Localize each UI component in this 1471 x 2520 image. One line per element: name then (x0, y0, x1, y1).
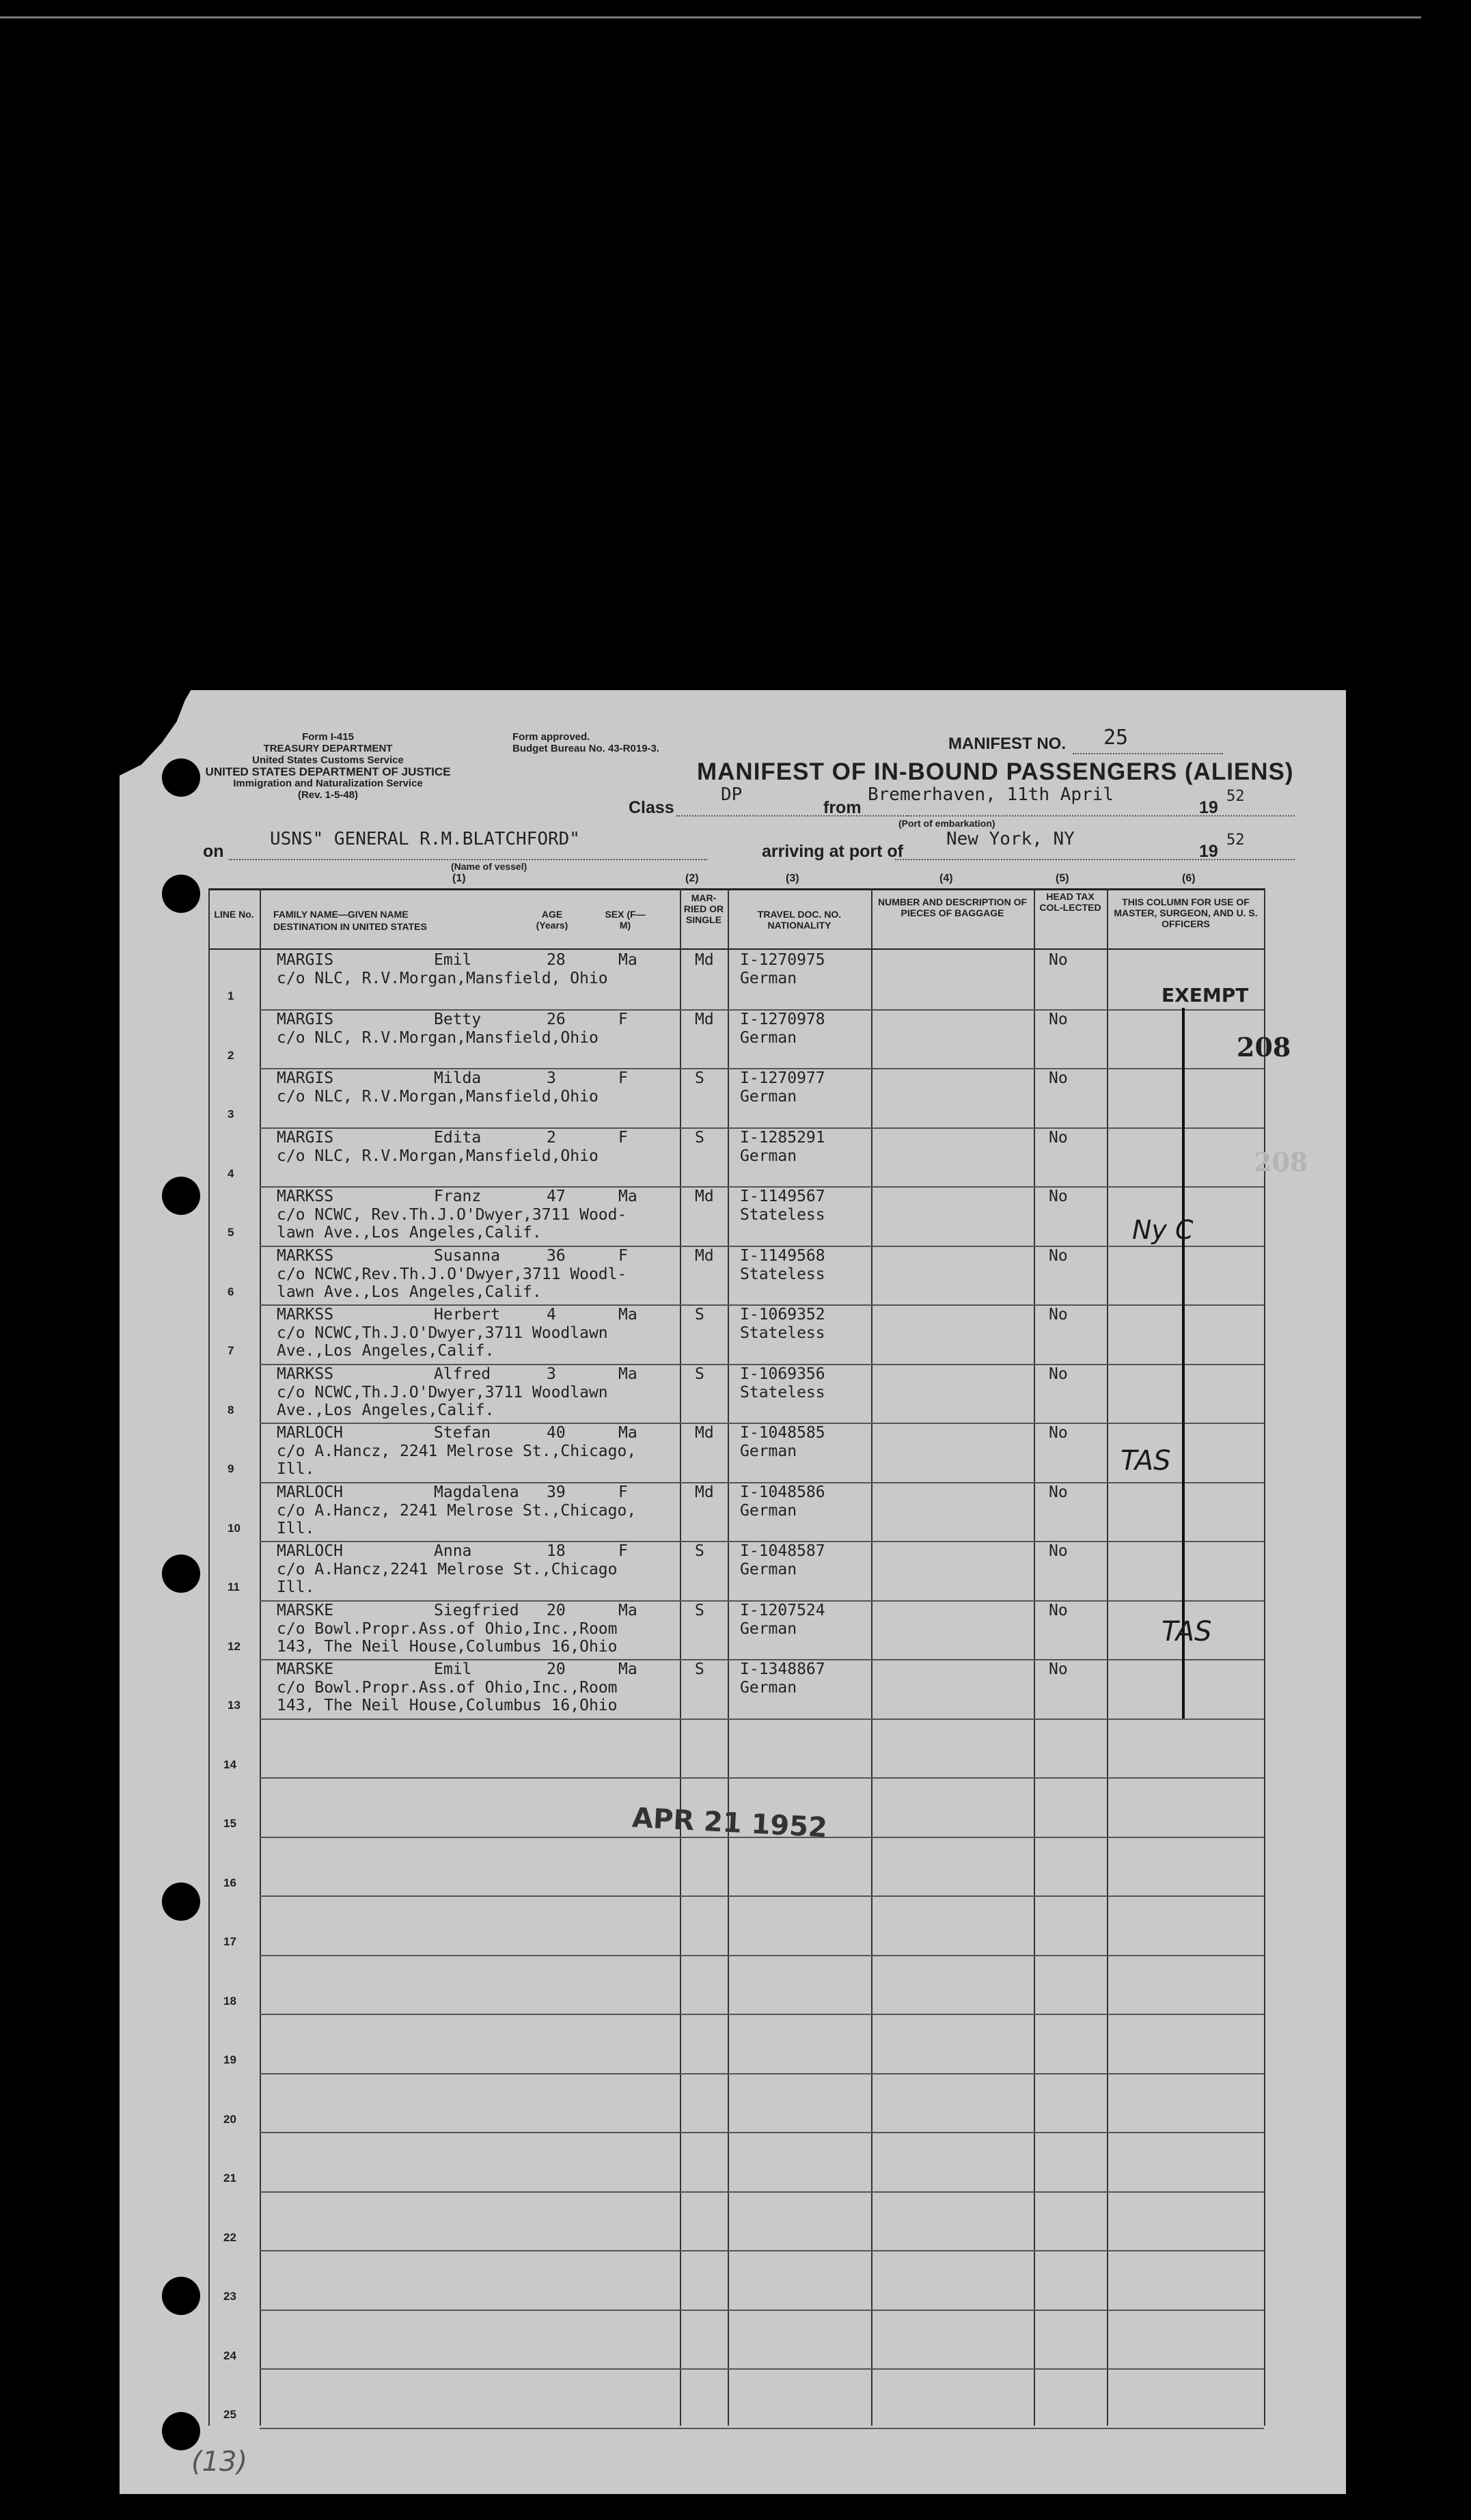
nationality: German (740, 1088, 797, 1106)
line-number: 6 (228, 1285, 234, 1298)
hdr-married: MAR-RIED OR SINGLE (683, 892, 724, 925)
destination-line-1: c/o A.Hancz, 2241 Melrose St.,Chicago, (277, 1442, 637, 1460)
col-num-3: (3) (786, 873, 799, 884)
travel-doc-no: I-1149568 (740, 1246, 825, 1265)
row-divider (260, 2191, 1264, 2193)
binder-hole (162, 2277, 200, 2315)
given-name: Franz (434, 1188, 482, 1205)
family-name: MARLOCH (277, 1424, 343, 1442)
head-tax: No (1049, 1188, 1068, 1205)
page-number: (13) (191, 2446, 248, 2478)
given-name: Emil (434, 951, 472, 969)
given-name: Siegfried (434, 1601, 519, 1619)
head-tax: No (1049, 1246, 1068, 1265)
vessel-name: USNS" GENERAL R.M.BLATCHFORD" (270, 829, 580, 849)
destination-line-1: c/o Bowl.Propr.Ass.of Ohio,Inc.,Room (277, 1619, 618, 1638)
travel-doc-no: I-1149567 (740, 1188, 825, 1205)
budget-info (512, 731, 659, 754)
line-number: 5 (228, 1226, 234, 1239)
married-status: Md (695, 1188, 714, 1205)
travel-doc-no: I-1270975 (740, 951, 825, 969)
married-status: S (695, 1542, 704, 1560)
given-name: Emil (434, 1660, 472, 1678)
nationality: Stateless (740, 1383, 825, 1401)
line-number: 18 (223, 1994, 236, 2008)
travel-doc-no: I-1048587 (740, 1542, 825, 1560)
married-status: S (695, 1365, 704, 1383)
family-name: MARSKE (277, 1601, 334, 1619)
sex-value: F (618, 1542, 628, 1560)
destination-line-1: c/o NLC, R.V.Morgan,Mansfield,Ohio (277, 1028, 599, 1047)
year2-value: 52 (1226, 832, 1245, 849)
hdr-line-no: LINE No. (214, 909, 254, 920)
head-tax: No (1049, 1306, 1068, 1324)
arrival-port: New York, NY (946, 829, 1075, 849)
given-name: Susanna (434, 1246, 500, 1265)
dotted-line (864, 815, 1295, 817)
top-edge-line (0, 16, 1421, 18)
given-name: Stefan (434, 1424, 491, 1442)
destination-line-1: c/o A.Hancz,2241 Melrose St.,Chicago (277, 1561, 618, 1578)
col-num-1: (1) (452, 873, 466, 884)
age-value: 36 (547, 1246, 566, 1265)
age-value: 20 (547, 1601, 566, 1619)
line-number: 10 (228, 1521, 240, 1535)
head-tax: No (1049, 1010, 1068, 1028)
class-value: DP (721, 784, 743, 805)
destination-line-2: 143, The Neil House,Columbus 16,Ohio (277, 1697, 618, 1714)
nationality: German (740, 1147, 797, 1165)
exempt-annotation: EXEMPT (1161, 984, 1249, 1006)
family-name: MARKSS (277, 1246, 334, 1265)
line-number: 22 (223, 2230, 236, 2244)
hdr-travel: TRAVEL DOC. NO. NATIONALITY (757, 909, 842, 931)
travel-doc-no: I-1270978 (740, 1010, 825, 1028)
hdr-sex: SEX (F—M) (605, 909, 646, 931)
hdr-tax: HEAD TAX COL-LECTED (1039, 891, 1101, 913)
family-name: MARKSS (277, 1365, 334, 1383)
row-divider (260, 2073, 1264, 2074)
family-name: MARGIS (277, 951, 334, 969)
married-status: S (695, 1306, 704, 1324)
stamp-208: 208 (1237, 1032, 1291, 1063)
row-divider (260, 2428, 1264, 2429)
dotted-line (229, 859, 707, 860)
form-number: Form I-415 (302, 731, 354, 743)
destination-line-1: c/o Bowl.Propr.Ass.of Ohio,Inc.,Room (277, 1679, 618, 1697)
given-name: Herbert (434, 1306, 500, 1324)
age-value: 47 (547, 1188, 566, 1205)
line-number: 1 (228, 989, 234, 1002)
line-number: 4 (228, 1166, 234, 1180)
given-name: Betty (434, 1010, 482, 1028)
dotted-line (1073, 753, 1223, 754)
exempt-bracket-line (1182, 1008, 1185, 1718)
age-value: 40 (547, 1424, 566, 1442)
dotted-line (895, 859, 1295, 860)
destination-line-2: Ill. (277, 1460, 315, 1478)
line-number: 9 (228, 1462, 234, 1475)
family-name: MARLOCH (277, 1542, 343, 1560)
ins-service: Immigration and Naturalization Service (233, 778, 423, 789)
line-number: 3 (228, 1108, 234, 1121)
nationality: German (740, 970, 797, 987)
head-tax: No (1049, 951, 1068, 969)
on-label: on (203, 842, 224, 861)
from-label: from (823, 798, 862, 817)
age-value: 26 (547, 1010, 566, 1028)
col-num-2: (2) (685, 873, 699, 884)
hdr-name: FAMILY NAME—GIVEN NAME (273, 909, 409, 920)
married-status: Md (695, 1246, 714, 1265)
manifest-page (120, 690, 1346, 2494)
family-name: MARKSS (277, 1188, 334, 1205)
head-tax: No (1049, 1483, 1068, 1501)
row-divider (260, 2368, 1264, 2370)
age-value: 28 (547, 951, 566, 969)
destination-line-2: Ave.,Los Angeles,Calif. (277, 1401, 495, 1419)
col-num-5: (5) (1056, 873, 1069, 884)
married-status: Md (695, 1010, 714, 1028)
sex-value: F (618, 1128, 628, 1147)
vessel-note: (Name of vessel) (451, 861, 527, 872)
nationality: German (740, 1442, 797, 1460)
sex-value: Ma (618, 1365, 637, 1383)
stamp-208-faint: 208 (1254, 1147, 1308, 1177)
destination-line-1: c/o A.Hancz, 2241 Melrose St.,Chicago, (277, 1501, 637, 1520)
line-number: 16 (223, 1876, 236, 1889)
age-value: 20 (547, 1660, 566, 1678)
line-number: 17 (223, 1935, 236, 1948)
line-number: 14 (223, 1757, 236, 1771)
line-number: 8 (228, 1403, 234, 1416)
col-num-4: (4) (939, 873, 953, 884)
head-tax: No (1049, 1542, 1068, 1560)
married-status: Md (695, 1424, 714, 1442)
class-label: Class (629, 798, 674, 817)
travel-doc-no: I-1069352 (740, 1306, 825, 1324)
row-divider (260, 2132, 1264, 2133)
age-value: 2 (547, 1128, 556, 1147)
given-name: Edita (434, 1128, 482, 1147)
sex-value: Ma (618, 1660, 637, 1678)
col-divider (728, 888, 729, 2426)
col-divider (260, 888, 261, 2426)
line-number: 19 (223, 2053, 236, 2066)
destination-line-2: 143, The Neil House,Columbus 16,Ohio (277, 1637, 618, 1656)
sex-value: Ma (618, 1306, 637, 1324)
manifest-no-value: 25 (1103, 726, 1129, 750)
destination-line-2: Ave.,Los Angeles,Calif. (277, 1342, 495, 1360)
hdr-officers: THIS COLUMN FOR USE OF MASTER, SURGEON, AND U. S. OFFICERS (1114, 896, 1258, 929)
customs-service: United States Customs Service (252, 754, 404, 766)
family-name: MARKSS (277, 1306, 334, 1324)
destination-line-2: lawn Ave.,Los Angeles,Calif. (277, 1283, 542, 1301)
sex-value: Ma (618, 1188, 637, 1205)
col-divider (208, 888, 210, 2426)
nyc-annotation: Ny C (1132, 1215, 1194, 1245)
head-tax: No (1049, 1424, 1068, 1442)
travel-doc-no: I-1207524 (740, 1601, 825, 1619)
head-tax: No (1049, 1601, 1068, 1619)
year2-label: 19 (1199, 842, 1218, 861)
destination-line-1: c/o NCWC,Rev.Th.J.O'Dwyer,3711 Woodl- (277, 1265, 627, 1283)
destination-line-1: c/o NLC, R.V.Morgan,Mansfield,Ohio (277, 1147, 599, 1165)
sex-value: Ma (618, 1424, 637, 1442)
nationality: German (740, 1028, 797, 1047)
nationality: Stateless (740, 1206, 825, 1224)
form-revision: (Rev. 1-5-48) (297, 789, 359, 801)
age-value: 39 (547, 1483, 566, 1501)
arriving-label: arriving at port of (762, 842, 903, 861)
passenger-table (208, 888, 1264, 2426)
line-number: 25 (223, 2408, 236, 2421)
row-divider (260, 1777, 1264, 1779)
year-label: 19 (1199, 798, 1218, 817)
travel-doc-no: I-1285291 (740, 1128, 825, 1147)
nationality: German (740, 1501, 797, 1520)
justice-dept: UNITED STATES DEPARTMENT OF JUSTICE (205, 765, 451, 778)
col-divider (1034, 888, 1035, 2426)
destination-line-2: Ill. (277, 1519, 315, 1537)
line-number: 2 (228, 1048, 234, 1062)
col-divider (680, 888, 681, 2426)
married-status: S (695, 1601, 704, 1619)
line-number: 7 (228, 1344, 234, 1357)
header-bottom-border (208, 948, 1264, 950)
given-name: Anna (434, 1542, 472, 1560)
travel-doc-no: I-1048586 (740, 1483, 825, 1501)
family-name: MARGIS (277, 1069, 334, 1087)
tas-annotation-2: TAS (1161, 1616, 1212, 1647)
travel-doc-no: I-1348867 (740, 1660, 825, 1678)
table-top-border (208, 888, 1264, 890)
sex-value: Ma (618, 1601, 637, 1619)
age-value: 3 (547, 1365, 556, 1383)
binder-hole (162, 1555, 200, 1593)
date-stamp: APR 21 1952 (631, 1802, 828, 1844)
form-info (188, 731, 468, 801)
line-number: 13 (228, 1699, 240, 1712)
sex-value: F (618, 1483, 628, 1501)
family-name: MARSKE (277, 1660, 334, 1678)
head-tax: No (1049, 1365, 1068, 1383)
binder-hole (162, 1882, 200, 1921)
sex-value: F (618, 1246, 628, 1265)
destination-line-1: c/o NCWC, Rev.Th.J.O'Dwyer,3711 Wood- (277, 1206, 627, 1224)
married-status: S (695, 1069, 704, 1087)
married-status: S (695, 1660, 704, 1678)
row-divider (260, 2250, 1264, 2251)
married-status: S (695, 1128, 704, 1147)
age-value: 4 (547, 1306, 556, 1324)
hdr-age: AGE (Years) (536, 909, 568, 931)
col-divider (1107, 888, 1108, 2426)
nationality: German (740, 1619, 797, 1638)
destination-line-1: c/o NLC, R.V.Morgan,Mansfield, Ohio (277, 970, 608, 987)
col-num-6: (6) (1182, 873, 1196, 884)
line-number: 20 (223, 2112, 236, 2126)
given-name: Alfred (434, 1365, 491, 1383)
nationality: German (740, 1561, 797, 1578)
age-value: 18 (547, 1542, 566, 1560)
nationality: Stateless (740, 1324, 825, 1342)
hdr-destination: DESTINATION IN UNITED STATES (273, 921, 427, 932)
destination-line-1: c/o NCWC,Th.J.O'Dwyer,3711 Woodlawn (277, 1383, 608, 1401)
row-divider (260, 1895, 1264, 1897)
line-number: 15 (223, 1817, 236, 1830)
line-number: 23 (223, 2290, 236, 2303)
row-divider (260, 2014, 1264, 2015)
tas-annotation-1: TAS (1121, 1445, 1171, 1477)
binder-hole (162, 1177, 200, 1215)
line-number: 24 (223, 2348, 236, 2362)
line-number: 21 (223, 2172, 236, 2185)
nationality: Stateless (740, 1265, 825, 1283)
destination-line-1: c/o NCWC,Th.J.O'Dwyer,3711 Woodlawn (277, 1324, 608, 1342)
treasury-dept: TREASURY DEPARTMENT (263, 743, 393, 754)
travel-doc-no: I-1048585 (740, 1424, 825, 1442)
family-name: MARGIS (277, 1128, 334, 1147)
manifest-title: MANIFEST OF IN-BOUND PASSENGERS (ALIENS) (697, 758, 1294, 785)
head-tax: No (1049, 1660, 1068, 1678)
given-name: Magdalena (434, 1483, 519, 1501)
budget-bureau: Budget Bureau No. 43-R019-3. (512, 743, 660, 754)
year-value: 52 (1226, 788, 1245, 805)
head-tax: No (1049, 1128, 1068, 1147)
sex-value: F (618, 1069, 628, 1087)
line-number: 12 (228, 1639, 240, 1653)
port-embarkation-note: (Port of embarkation) (898, 818, 995, 829)
travel-doc-no: I-1069356 (740, 1365, 825, 1383)
head-tax: No (1049, 1069, 1068, 1087)
sex-value: F (618, 1010, 628, 1028)
destination-line-2: lawn Ave.,Los Angeles,Calif. (277, 1224, 542, 1242)
age-value: 3 (547, 1069, 556, 1087)
married-status: Md (695, 951, 714, 969)
binder-hole (162, 875, 200, 913)
form-approved: Form approved. (512, 731, 590, 743)
destination-line-2: Ill. (277, 1578, 315, 1596)
travel-doc-no: I-1270977 (740, 1069, 825, 1087)
manifest-no-label: MANIFEST NO. (948, 735, 1066, 753)
from-value: Bremerhaven, 11th April (868, 784, 1114, 805)
nationality: German (740, 1679, 797, 1697)
family-name: MARLOCH (277, 1483, 343, 1501)
col-divider (871, 888, 872, 2426)
destination-line-1: c/o NLC, R.V.Morgan,Mansfield,Ohio (277, 1088, 599, 1106)
row-divider (260, 1955, 1264, 1956)
line-number: 11 (228, 1580, 240, 1593)
row-divider (260, 1718, 1264, 1720)
hdr-baggage: NUMBER AND DESCRIPTION OF PIECES OF BAGGAGE (877, 896, 1028, 918)
binder-hole (162, 2412, 200, 2450)
family-name: MARGIS (277, 1010, 334, 1028)
col-divider (1264, 888, 1265, 2426)
row-divider (260, 2310, 1264, 2311)
married-status: Md (695, 1483, 714, 1501)
sex-value: Ma (618, 951, 637, 969)
given-name: Milda (434, 1069, 482, 1087)
